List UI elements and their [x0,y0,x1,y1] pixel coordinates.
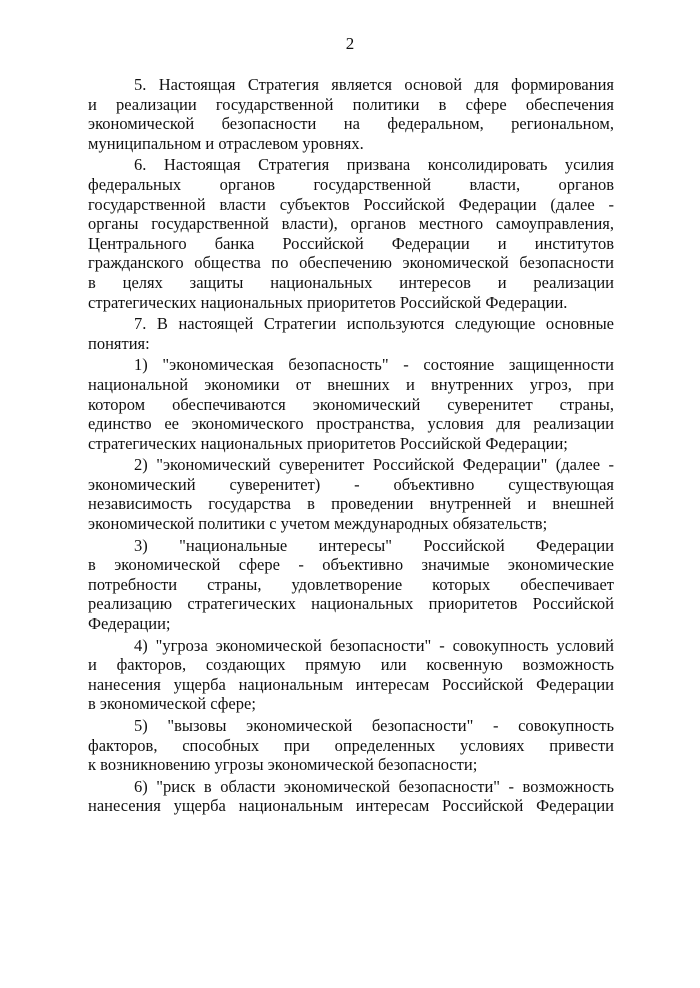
text-line: 6) "риск в области экономической безопасности" - возможность [134,776,614,796]
text-line: нанесения ущерба национальным интересам Российской Федерации [88,674,614,694]
text-line: стратегических национальных приоритетов Российской Федерации. [88,292,568,312]
text-line: 3) "национальные интересы" Российской Федерации [134,535,614,555]
text-line: нанесения ущерба национальным интересам Российской Федерации [88,796,614,816]
text-line: федеральных органов государственной власти, органов [88,174,614,194]
text-line: стратегических национальных приоритетов Российской Федерации; [88,433,568,453]
text-line: и реализации государственной политики в сфере обеспечения [88,94,614,114]
text-line: понятия: [88,333,150,353]
text-line: 2) "экономический суверенитет Российской Федерации" (далее - [134,455,614,475]
text-line: экономической политики с учетом международных обязательств; [88,514,548,534]
text-line: 4) "угроза экономической безопасности" - совокупность условий [134,635,614,655]
text-line: независимость государства в проведении внутренней и внешней [88,494,614,514]
text-line: муниципальном и отраслевом уровнях. [88,133,364,153]
text-line: органы государственной власти), органов местного самоуправления, [88,214,614,234]
text-line: экономический суверенитет) - объективно существующая [88,474,614,494]
text-line: 7. В настоящей Стратегии используются следующие основные [134,314,614,334]
text-line: в экономической сфере - объективно значимые экономические [88,555,614,575]
text-line: в целях защиты национальных интересов и реализации [88,272,614,292]
text-line: и факторов, создающих прямую или косвенную возможность [88,655,614,675]
document-body [88,75,614,816]
text-line: Центрального банка Российской Федерации и институтов [88,233,614,253]
page-number: 2 [345,34,355,53]
text-line: Федерации; [88,614,171,634]
text-line: 1) "экономическая безопасность" - состояние защищенности [134,355,614,375]
text-line: факторов, способных при определенных условиях привести [88,735,614,755]
text-line: государственной власти субъектов Российской Федерации (далее - [88,194,614,214]
text-line: единство ее экономического пространства, условия для реализации [88,414,614,434]
text-line: гражданского общества по обеспечению экономической безопасности [88,253,614,273]
text-line: 6. Настоящая Стратегия призвана консолидировать усилия [134,155,614,175]
text-line: котором обеспечиваются экономический суверенитет страны, [88,394,614,414]
text-line: 5. Настоящая Стратегия является основой для формирования [134,75,614,94]
text-line: потребности страны, удовлетворение которых обеспечивает [88,574,614,594]
text-line: национальной экономики от внешних и внутренних угроз, при [88,374,614,394]
text-line: 5) "вызовы экономической безопасности" - совокупность [134,716,614,735]
text-line: экономической безопасности на федеральном, региональном, [88,114,614,134]
text-line: реализацию стратегических национальных приоритетов Российской [88,594,614,614]
text-line: в экономической сфере; [88,694,256,714]
text-line: к возникновению угрозы экономической безопасности; [88,755,478,775]
